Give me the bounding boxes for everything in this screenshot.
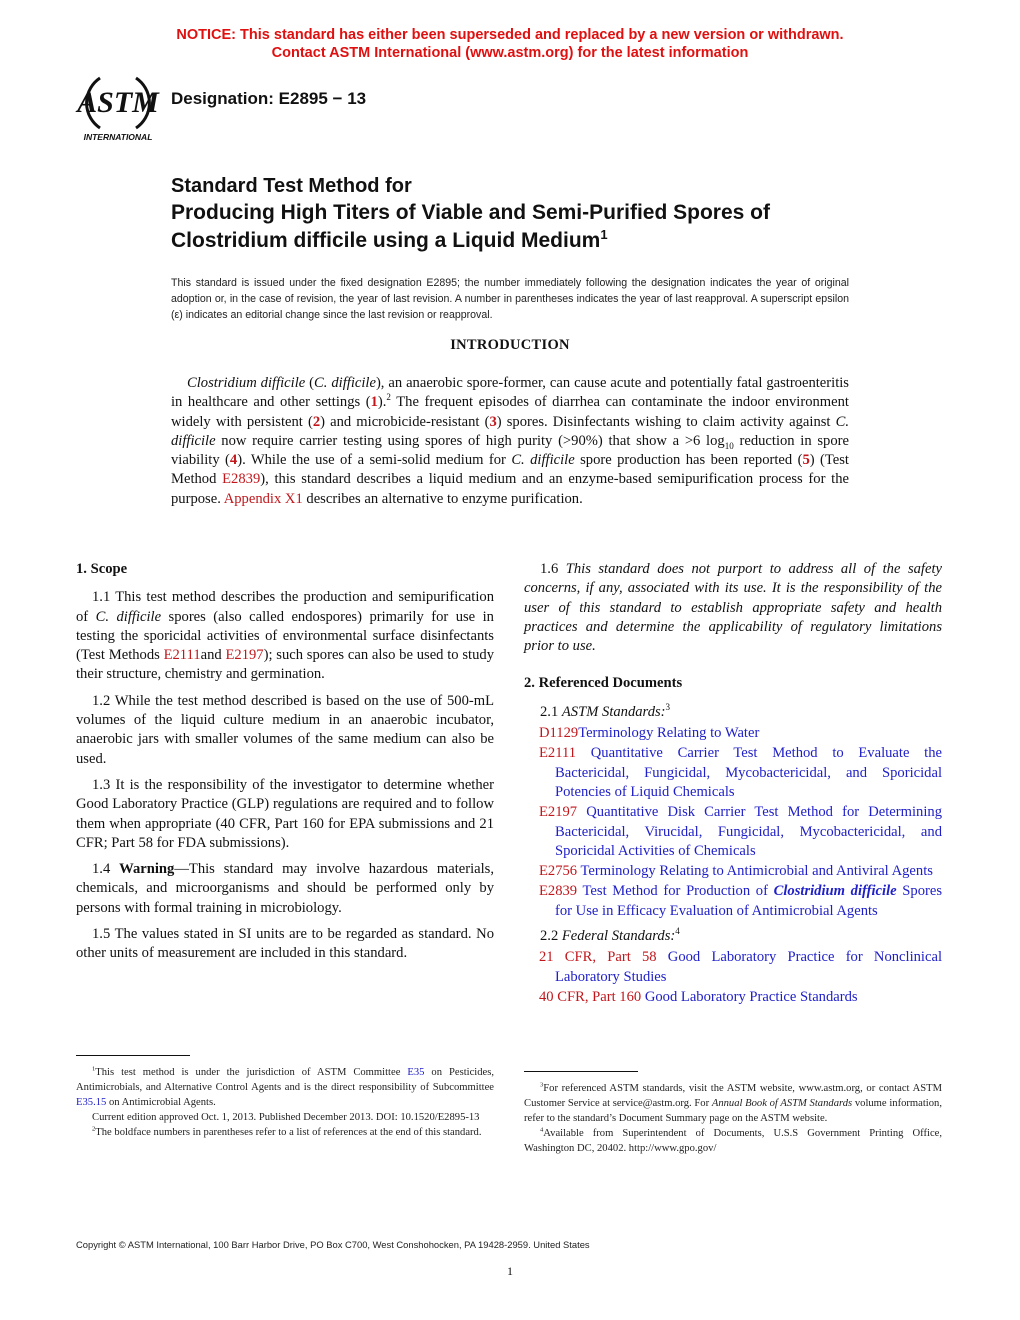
scope-text: spores (also called endospores) primarily for use in testing the sporicidal activities of environmental surface disinfectants (Test Methods (76, 608, 494, 664)
footnote-mark-3: 3 (665, 701, 671, 712)
reference-title[interactable]: Good Laboratory Practice for Nonclinical Laboratory Studies (555, 949, 943, 985)
species-abbrev: C. difficile (511, 452, 575, 469)
intro-text: spore production has been reported ( (574, 452, 803, 469)
committee-link[interactable]: E35 (407, 1067, 425, 1078)
designation: Designation: E2895 − 13 (171, 89, 367, 108)
notice-line-1: NOTICE: This standard has either been superseded and replaced by a new version or withdrawn. (176, 27, 844, 43)
logo-letters: ASTM (77, 86, 159, 119)
reference-title[interactable]: Quantitative Disk Carrier Test Method for Determining Bactericidal, Virucidal, Fungicidal, Mycobactericidal, and Sporicidal Activities of Chemicals (555, 804, 942, 859)
intro-text: describes an alternative to enzyme purification. (302, 490, 583, 507)
reference-code[interactable]: 40 CFR, Part 160 (539, 988, 642, 1005)
footnote-mark: 3 (540, 1081, 544, 1089)
footnote-text: Available from Superintendent of Documents, U.S.S Government Printing Office, Washington DC, 20402. http://www.gpo.gov/ (524, 1128, 942, 1154)
reference-item[interactable] (524, 724, 942, 743)
subsection-label: ASTM Standards: (561, 703, 666, 720)
scope-1-6 (524, 560, 942, 656)
footnote-1 (76, 1065, 494, 1110)
footnote-divider (76, 1055, 190, 1056)
reference-code[interactable]: D1129 (539, 725, 579, 742)
left-column (76, 560, 494, 971)
reference-link-5[interactable]: 5 (802, 452, 810, 469)
footnote-text: on Pesticides, Antimicrobials, and Alternative Control Agents and is the direct responsibility of Subcommittee (76, 1067, 494, 1093)
scope-text: and (200, 647, 226, 664)
introduction-heading: INTRODUCTION (450, 337, 570, 353)
notice-line-2: Contact ASTM International (www.astm.org) for the latest information (271, 45, 749, 61)
species-abbrev: C. difficile (95, 608, 162, 625)
scope-text: ); such spores can also be used to study their structure, chemistry and germination. (76, 647, 494, 683)
footnote-mark: 4 (540, 1126, 544, 1134)
scope-text: —This standard may involve hazardous materials, chemicals, and microorganisms and should be performed only by persons with formal training in microbiology. (76, 861, 495, 916)
withdrawal-notice (0, 26, 1020, 62)
footnote-text: This test method is under the jurisdiction of ASTM Committee (95, 1067, 408, 1078)
footnote-mark: 1 (92, 1065, 96, 1073)
scope-1-3: 1.3 It is the responsibility of the investigator to determine whether Good Laboratory Practice (GLP) regulations are required and to follow them when appropriate (40 CFR, Part 160 for EPA submissions and 21 CFR; Part 58 for FDA submissions). (76, 776, 494, 851)
scope-number: 1.6 (540, 561, 566, 577)
footnote-text: volume information, refer to the standard’s Document Summary page on the ASTM website. (524, 1098, 942, 1124)
species-abbrev: C. difficile (314, 375, 376, 391)
intro-text: reduction in spore viability ( (171, 432, 849, 469)
reference-title[interactable]: Quantitative Carrier Test Method to Evaluate the Bactericidal, Fungicidal, Mycobactericidal, and Sporicidal Potencies of Liquid Chemicals (555, 745, 942, 800)
standard-link-e2197[interactable]: E2197 (225, 647, 264, 664)
subsection-label: Federal Standards: (561, 928, 676, 945)
scope-1-4 (76, 860, 494, 918)
reference-code[interactable]: E2111 (539, 745, 577, 762)
title-prefix: Standard Test Method for (171, 175, 412, 197)
reference-code[interactable]: E2197 (539, 804, 578, 821)
reference-item[interactable] (524, 744, 942, 802)
safety-statement: This standard does not purport to address all of the safety concerns, if any, associated with its use. It is the responsibility of the user of this standard to establish appropriate safety and health practices and determine the applicability of regulatory limitations prior to use. (524, 561, 942, 655)
warning-label: Warning (119, 861, 175, 878)
intro-text: now require carrier testing using spores of high purity (>90%) that show a >6 log (215, 432, 725, 449)
reference-item[interactable] (524, 948, 942, 987)
reference-title[interactable]: Test Method for Production of (582, 883, 774, 900)
reference-item[interactable] (524, 882, 942, 921)
footnotes-right (524, 1081, 942, 1156)
reference-title-species[interactable]: Clostridium difficile (773, 883, 897, 900)
reference-item[interactable] (524, 803, 942, 861)
reference-item[interactable] (524, 988, 942, 1007)
footnote-text: on Antimicrobial Agents. (106, 1097, 216, 1108)
footnote-text: The boldface numbers in parentheses refer to a list of references at the end of this standard. (95, 1127, 482, 1138)
intro-text: ), an anaerobic spore-former, can cause acute and potentially fatal gastroenteritis in healthcare and other settings ( (171, 375, 849, 411)
intro-text: ), this standard describes a liquid medium and an enzyme-based semipurification process for the purpose. (171, 471, 849, 507)
reference-item[interactable] (524, 862, 942, 881)
reference-code[interactable]: E2839 (539, 883, 578, 900)
title-footnote-mark: 1 (600, 227, 608, 242)
intro-text: The frequent episodes of diarrhea can contaminate the indoor environment widely with persistent ( (171, 394, 849, 430)
footnotes-left (76, 1065, 494, 1140)
standard-link-e2839[interactable]: E2839 (222, 471, 261, 488)
intro-text: ) (Test Method (171, 452, 849, 488)
reference-link-2[interactable]: 2 (312, 413, 321, 430)
astm-standards-label (524, 703, 942, 722)
astm-logo (72, 72, 164, 144)
species-abbrev: C. difficile (171, 413, 850, 449)
footnote-3 (524, 1081, 942, 1126)
reference-title[interactable]: Terminology Relating to Antimicrobial and Antiviral Agents (580, 863, 933, 880)
copyright-line: Copyright © ASTM International, 100 Barr Harbor Drive, PO Box C700, West Conshohocken, PA 19428-2959. United States (76, 1239, 590, 1250)
reference-title[interactable]: Terminology Relating to Water (578, 725, 760, 742)
footnote-mark: 2 (92, 1125, 96, 1133)
scope-1-1 (76, 588, 494, 684)
footnote-4 (524, 1126, 942, 1156)
footnote-2 (76, 1125, 494, 1140)
log-subscript: 10 (724, 440, 734, 451)
right-column (524, 560, 942, 1008)
document-title (171, 199, 871, 255)
subsection-number: 2.2 (540, 928, 562, 945)
footnote-mark-4: 4 (675, 926, 680, 937)
intro-text: ) and microbicide-resistant ( (320, 413, 490, 430)
reference-link-4[interactable]: 4 (229, 452, 238, 469)
subcommittee-link[interactable]: E35.15 (76, 1097, 107, 1108)
footnote-text: For referenced ASTM standards, visit the ASTM website, www.astm.org, or contact ASTM Customer Service at service@astm.org. For (524, 1083, 942, 1109)
section-heading-scope: 1. Scope (76, 561, 128, 577)
standard-link-e2111[interactable]: E2111 (163, 647, 201, 664)
section-heading-referenced-documents: 2. Referenced Documents (524, 675, 683, 692)
introduction-paragraph (171, 374, 849, 509)
reference-title[interactable]: Spores for Use in Efficacy Evaluation of Antimicrobial Agents (555, 883, 943, 919)
page-number: 1 (507, 1264, 513, 1278)
scope-text: 1.1 This test method describes the production and semipurification of (76, 589, 494, 625)
title-main: Producing High Titers of Viable and Semi-Purified Spores of Clostridium difficile using a Liquid Medium (171, 201, 770, 252)
introduction-body (171, 374, 849, 509)
appendix-link[interactable]: Appendix X1 (223, 490, 303, 507)
reference-code[interactable]: 21 CFR, Part 58 (539, 949, 657, 966)
species-name: Clostridium difficile (187, 375, 306, 391)
logo-subtext: INTERNATIONAL (83, 132, 153, 142)
issued-note: This standard is issued under the fixed designation E2895; the number immediately following the designation indicates the year of original adoption or, in the case of revision, the year of last revision. A number in parentheses indicates the year of last reapproval. A superscript epsilon (ε) indicates an editorial change since the last revision or reapproval. (171, 277, 849, 321)
reference-link-1[interactable]: 1 (370, 394, 378, 411)
scope-number: 1.4 (92, 861, 120, 878)
reference-link-3[interactable]: 3 (489, 413, 497, 430)
intro-text: ). While the use of a semi-solid medium for (237, 452, 512, 469)
federal-standards-label (524, 927, 942, 946)
reference-title[interactable]: Good Laboratory Practice Standards (644, 988, 858, 1005)
footnote-italic: Annual Book of ASTM Standards (711, 1098, 853, 1109)
intro-text: ). (377, 394, 387, 411)
footnote-mark-2: 2 (386, 392, 391, 403)
intro-text: ( (305, 375, 315, 391)
intro-text: ) spores. Disinfectants wishing to claim activity against (496, 413, 836, 430)
scope-1-5: 1.5 The values stated in SI units are to be regarded as standard. No other units of measurement are included in this standard. (76, 926, 494, 962)
scope-1-2: 1.2 While the test method described is based on the use of 500-mL volumes of the liquid culture medium in an anaerobic incubator, anaerobic jars with smaller volumes of the same medium can also be used. (76, 692, 494, 767)
reference-code[interactable]: E2756 (539, 863, 578, 880)
subsection-number: 2.1 (540, 703, 562, 720)
footnote-1-edition: Current edition approved Oct. 1, 2013. Published December 2013. DOI: 10.1520/E2895-13 (92, 1112, 480, 1123)
footnote-divider (524, 1071, 638, 1072)
